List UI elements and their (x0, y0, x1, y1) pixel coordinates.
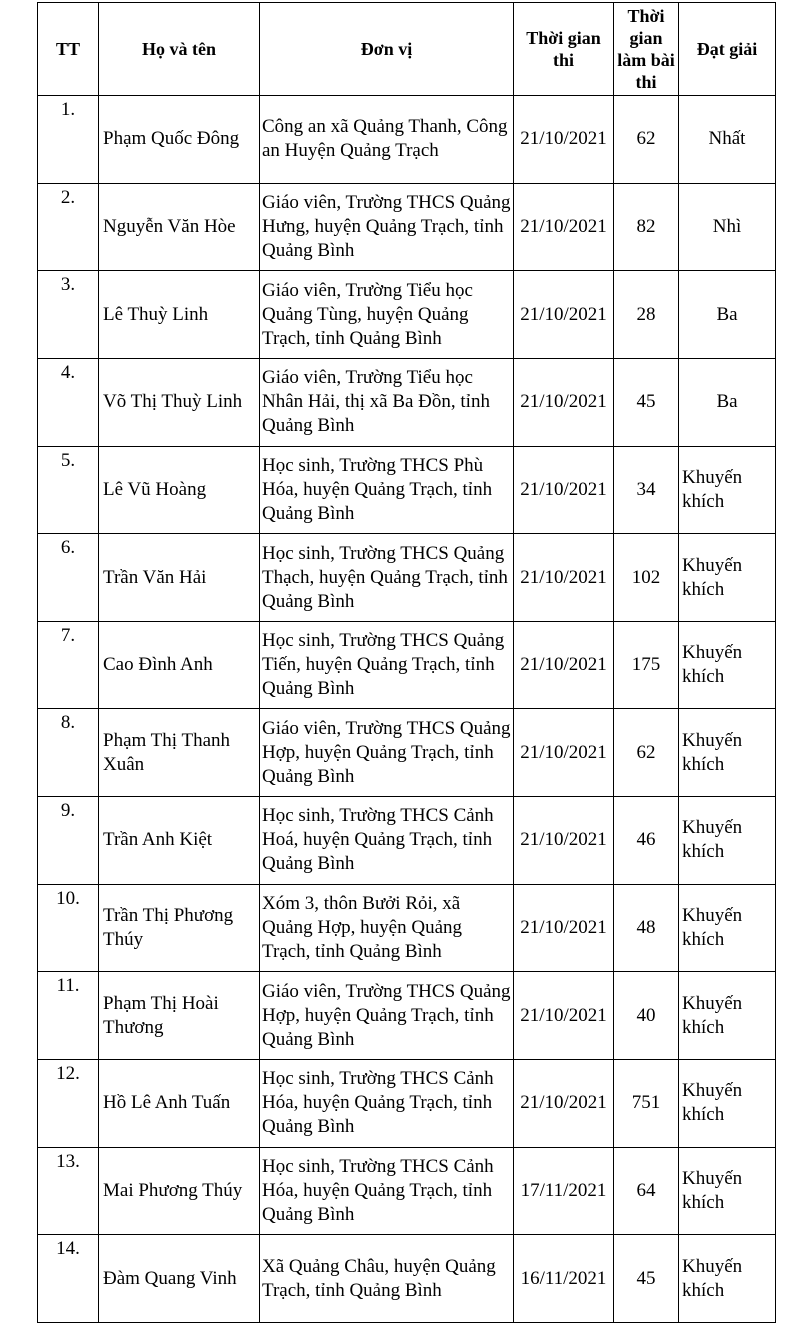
row-prize: Khuyến khích (679, 1235, 776, 1323)
row-unit: Học sinh, Trường THCS Cảnh Hóa, huyện Quảng Trạch, tỉnh Quảng Bình (260, 1147, 514, 1235)
results-table (37, 2, 776, 1323)
row-duration: 175 (614, 621, 679, 709)
row-name: Đàm Quang Vinh (99, 1235, 260, 1323)
row-name: Trần Văn Hải (99, 534, 260, 622)
row-date: 21/10/2021 (514, 1060, 614, 1148)
row-prize: Khuyến khích (679, 1147, 776, 1235)
row-index: 12. (38, 1060, 99, 1148)
row-index: 1. (38, 96, 99, 184)
row-date: 21/10/2021 (514, 183, 614, 271)
table-row (38, 358, 776, 446)
table-row (38, 1147, 776, 1235)
table-row (38, 972, 776, 1060)
row-prize: Nhì (679, 183, 776, 271)
header-date: Thời gian thi (514, 3, 614, 96)
header-time: Thời gian làm bài thi (614, 3, 679, 96)
table-row (38, 271, 776, 359)
row-index: 5. (38, 446, 99, 534)
row-date: 21/10/2021 (514, 446, 614, 534)
table-row (38, 709, 776, 797)
row-prize: Khuyến khích (679, 709, 776, 797)
row-duration: 62 (614, 709, 679, 797)
row-unit: Giáo viên, Trường Tiểu học Quảng Tùng, huyện Quảng Trạch, tỉnh Quảng Bình (260, 271, 514, 359)
table-row (38, 1060, 776, 1148)
row-index: 7. (38, 621, 99, 709)
row-prize: Khuyến khích (679, 446, 776, 534)
row-unit: Xóm 3, thôn Bưởi Rỏi, xã Quảng Hợp, huyện Quảng Trạch, tỉnh Quảng Bình (260, 884, 514, 972)
row-name: Võ Thị Thuỳ Linh (99, 358, 260, 446)
row-prize: Khuyến khích (679, 621, 776, 709)
row-name: Phạm Quốc Đông (99, 96, 260, 184)
row-duration: 62 (614, 96, 679, 184)
row-date: 21/10/2021 (514, 358, 614, 446)
row-name: Lê Thuỳ Linh (99, 271, 260, 359)
row-unit: Giáo viên, Trường THCS Quảng Hợp, huyện Quảng Trạch, tỉnh Quảng Bình (260, 972, 514, 1060)
row-unit: Giáo viên, Trường Tiểu học Nhân Hải, thị xã Ba Đồn, tỉnh Quảng Bình (260, 358, 514, 446)
row-name: Nguyễn Văn Hòe (99, 183, 260, 271)
row-date: 21/10/2021 (514, 96, 614, 184)
row-prize: Khuyến khích (679, 534, 776, 622)
row-unit: Xã Quảng Châu, huyện Quảng Trạch, tỉnh Quảng Bình (260, 1235, 514, 1323)
row-unit: Công an xã Quảng Thanh, Công an Huyện Quảng Trạch (260, 96, 514, 184)
table-row (38, 96, 776, 184)
row-name: Mai Phương Thúy (99, 1147, 260, 1235)
row-unit: Học sinh, Trường THCS Cảnh Hoá, huyện Quảng Trạch, tỉnh Quảng Bình (260, 797, 514, 885)
row-date: 17/11/2021 (514, 1147, 614, 1235)
row-name: Cao Đình Anh (99, 621, 260, 709)
row-index: 14. (38, 1235, 99, 1323)
row-duration: 40 (614, 972, 679, 1060)
row-unit: Học sinh, Trường THCS Quảng Tiến, huyện Quảng Trạch, tỉnh Quảng Bình (260, 621, 514, 709)
header-row (38, 3, 776, 96)
header-tt: TT (38, 3, 99, 96)
row-unit: Học sinh, Trường THCS Quảng Thạch, huyện Quảng Trạch, tỉnh Quảng Bình (260, 534, 514, 622)
table-row (38, 621, 776, 709)
row-name: Lê Vũ Hoàng (99, 446, 260, 534)
row-date: 21/10/2021 (514, 884, 614, 972)
row-date: 16/11/2021 (514, 1235, 614, 1323)
table-row (38, 534, 776, 622)
row-prize: Khuyến khích (679, 797, 776, 885)
table-row (38, 797, 776, 885)
row-index: 9. (38, 797, 99, 885)
row-prize: Ba (679, 271, 776, 359)
header-name: Họ và tên (99, 3, 260, 96)
row-duration: 34 (614, 446, 679, 534)
row-prize: Khuyến khích (679, 1060, 776, 1148)
row-duration: 48 (614, 884, 679, 972)
row-duration: 751 (614, 1060, 679, 1148)
row-name: Trần Anh Kiệt (99, 797, 260, 885)
row-unit: Học sinh, Trường THCS Cảnh Hóa, huyện Quảng Trạch, tỉnh Quảng Bình (260, 1060, 514, 1148)
row-duration: 46 (614, 797, 679, 885)
row-unit: Giáo viên, Trường THCS Quảng Hợp, huyện Quảng Trạch, tỉnh Quảng Bình (260, 709, 514, 797)
row-date: 21/10/2021 (514, 797, 614, 885)
row-duration: 64 (614, 1147, 679, 1235)
table-row (38, 884, 776, 972)
row-date: 21/10/2021 (514, 271, 614, 359)
row-duration: 45 (614, 1235, 679, 1323)
row-index: 4. (38, 358, 99, 446)
row-date: 21/10/2021 (514, 534, 614, 622)
row-name: Hồ Lê Anh Tuấn (99, 1060, 260, 1148)
header-unit: Đơn vị (260, 3, 514, 96)
row-name: Phạm Thị Hoài Thương (99, 972, 260, 1060)
row-unit: Học sinh, Trường THCS Phù Hóa, huyện Quảng Trạch, tỉnh Quảng Bình (260, 446, 514, 534)
header-prize: Đạt giải (679, 3, 776, 96)
row-index: 8. (38, 709, 99, 797)
row-index: 13. (38, 1147, 99, 1235)
row-index: 6. (38, 534, 99, 622)
row-duration: 82 (614, 183, 679, 271)
row-duration: 102 (614, 534, 679, 622)
row-prize: Khuyến khích (679, 972, 776, 1060)
table-row (38, 446, 776, 534)
row-prize: Ba (679, 358, 776, 446)
row-name: Trần Thị Phương Thúy (99, 884, 260, 972)
row-index: 11. (38, 972, 99, 1060)
row-name: Phạm Thị Thanh Xuân (99, 709, 260, 797)
row-index: 10. (38, 884, 99, 972)
row-index: 2. (38, 183, 99, 271)
row-unit: Giáo viên, Trường THCS Quảng Hưng, huyện Quảng Trạch, tỉnh Quảng Bình (260, 183, 514, 271)
row-index: 3. (38, 271, 99, 359)
table-row (38, 1235, 776, 1323)
row-date: 21/10/2021 (514, 972, 614, 1060)
row-date: 21/10/2021 (514, 709, 614, 797)
row-duration: 45 (614, 358, 679, 446)
row-duration: 28 (614, 271, 679, 359)
row-prize: Nhất (679, 96, 776, 184)
row-date: 21/10/2021 (514, 621, 614, 709)
row-prize: Khuyến khích (679, 884, 776, 972)
table-row (38, 183, 776, 271)
